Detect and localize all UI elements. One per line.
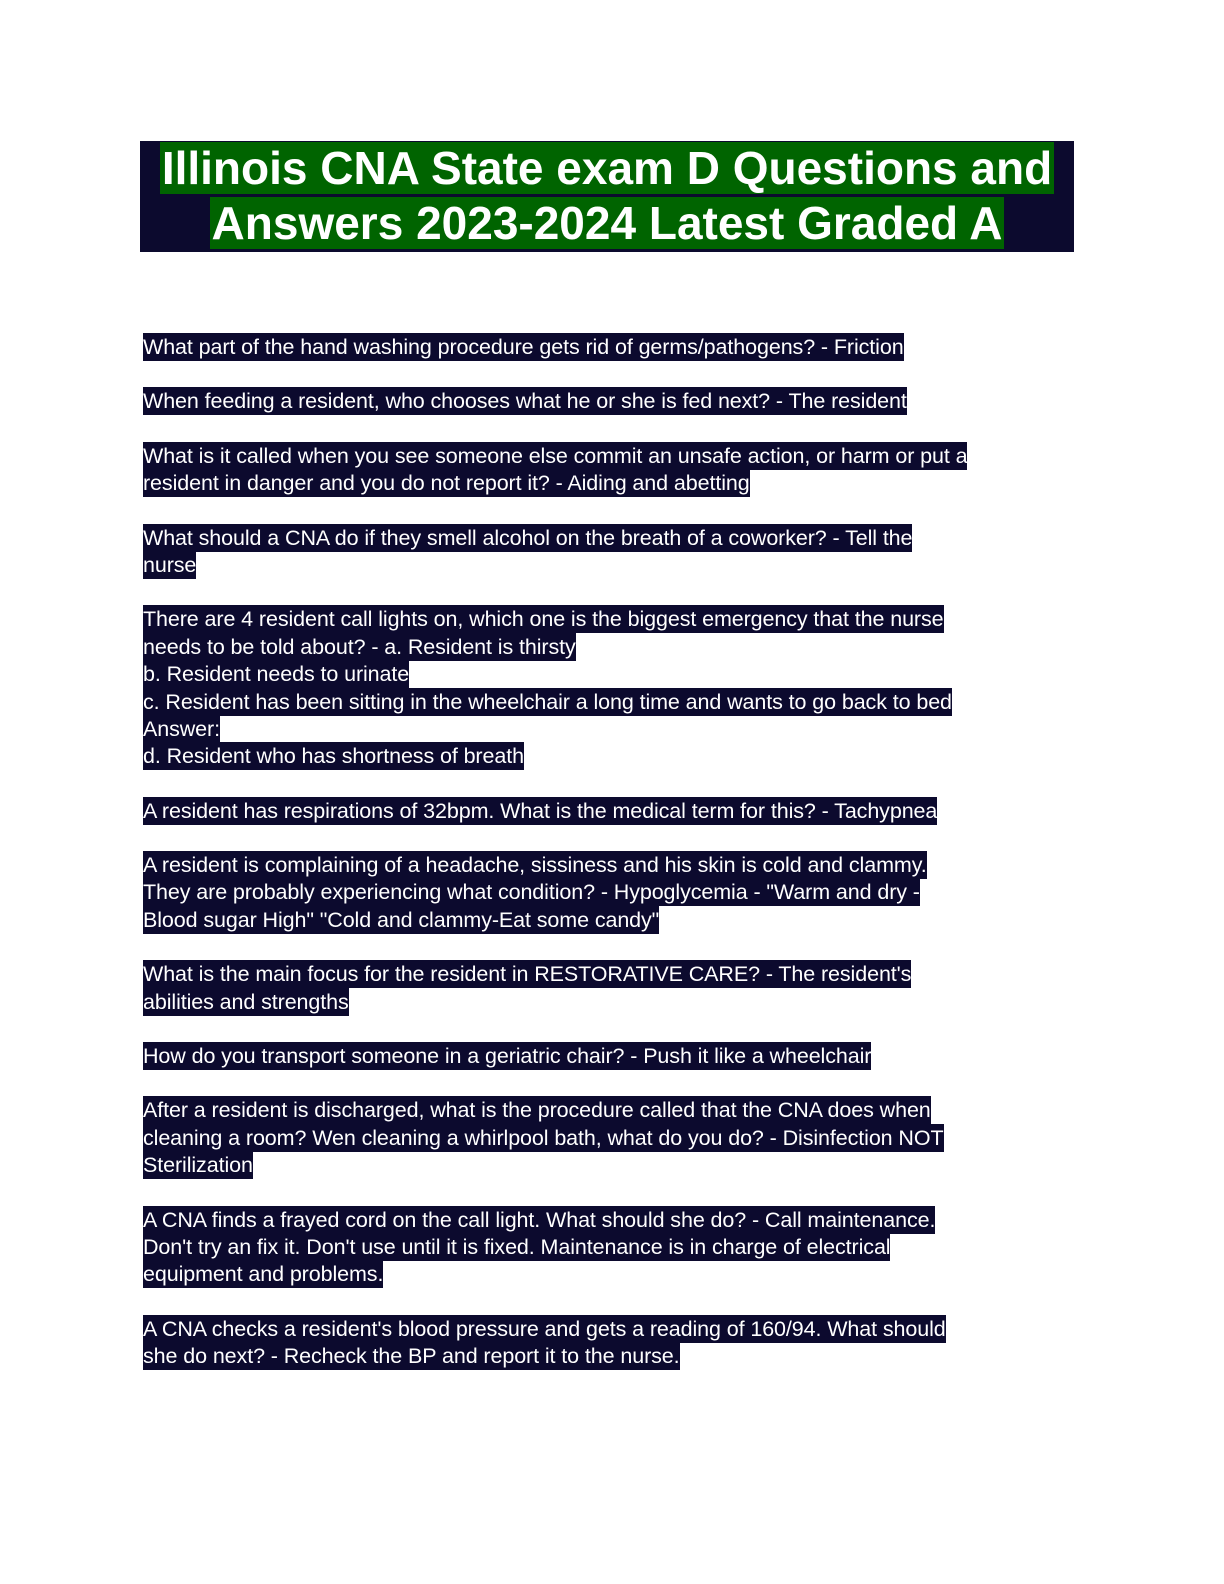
qa-item xyxy=(143,961,1083,1016)
qa-line: What should a CNA do if they smell alcohol on the breath of a coworker? - Tell the xyxy=(143,525,913,550)
qa-item xyxy=(143,388,1083,415)
qa-line: resident in danger and you do not report it? - Aiding and abetting xyxy=(143,471,750,496)
qa-line: cleaning a room? Wen cleaning a whirlpool bath, what do you do? - Disinfection NOT xyxy=(143,1125,944,1150)
qa-line: What is the main focus for the resident in RESTORATIVE CARE? - The resident's xyxy=(143,962,912,987)
qa-line: After a resident is discharged, what is the procedure called that the CNA does when xyxy=(143,1098,931,1123)
title-line-2: Answers 2023-2024 Latest Graded A xyxy=(211,197,1003,249)
qa-line: d. Resident who has shortness of breath xyxy=(143,744,524,769)
qa-line: Answer: xyxy=(143,716,220,741)
qa-item xyxy=(143,334,1083,361)
qa-item xyxy=(143,1097,1083,1179)
qa-line: Don't try an fix it. Don't use until it is fixed. Maintenance is in charge of electrical xyxy=(143,1234,891,1259)
qa-item xyxy=(143,798,1083,825)
qa-item xyxy=(143,443,1083,498)
document-title xyxy=(140,141,1074,252)
qa-line: nurse xyxy=(143,552,197,577)
qa-line: Sterilization xyxy=(143,1153,253,1178)
qa-item xyxy=(143,852,1083,934)
qa-line: A CNA finds a frayed cord on the call light. What should she do? - Call maintenance. xyxy=(143,1207,936,1232)
qa-line: How do you transport someone in a geriatric chair? - Push it like a wheelchair xyxy=(143,1044,872,1069)
qa-line: needs to be told about? - a. Resident is thirsty xyxy=(143,634,576,659)
qa-item xyxy=(143,1316,1083,1371)
qa-line: b. Resident needs to urinate xyxy=(143,662,410,687)
qa-list xyxy=(143,334,1083,1398)
qa-item xyxy=(143,525,1083,580)
qa-line: abilities and strengths xyxy=(143,989,349,1014)
qa-line: What part of the hand washing procedure gets rid of germs/pathogens? - Friction xyxy=(143,335,904,359)
qa-line: What is it called when you see someone else commit an unsafe action, or harm or put a xyxy=(143,443,968,468)
qa-line: c. Resident has been sitting in the wheelchair a long time and wants to go back to bed xyxy=(143,689,952,714)
qa-item xyxy=(143,1207,1083,1289)
qa-line: A CNA checks a resident's blood pressure and gets a reading of 160/94. What should xyxy=(143,1316,946,1341)
qa-line: she do next? - Recheck the BP and report it to the nurse. xyxy=(143,1344,680,1369)
qa-line: When feeding a resident, who chooses what he or she is fed next? - The resident xyxy=(143,389,907,414)
qa-line: equipment and problems. xyxy=(143,1262,384,1287)
qa-line: A resident has respirations of 32bpm. What is the medical term for this? - Tachypnea xyxy=(143,798,938,823)
title-line-1: Illinois CNA State exam D Questions and xyxy=(161,142,1053,194)
qa-line: They are probably experiencing what condition? - Hypoglycemia - "Warm and dry - xyxy=(143,880,920,905)
qa-line: Blood sugar High" "Cold and clammy-Eat some candy" xyxy=(143,907,660,932)
qa-line: There are 4 resident call lights on, which one is the biggest emergency that the nurse xyxy=(143,607,944,632)
qa-item xyxy=(143,606,1083,770)
qa-item xyxy=(143,1043,1083,1070)
qa-line: A resident is complaining of a headache, sissiness and his skin is cold and clammy. xyxy=(143,853,927,878)
